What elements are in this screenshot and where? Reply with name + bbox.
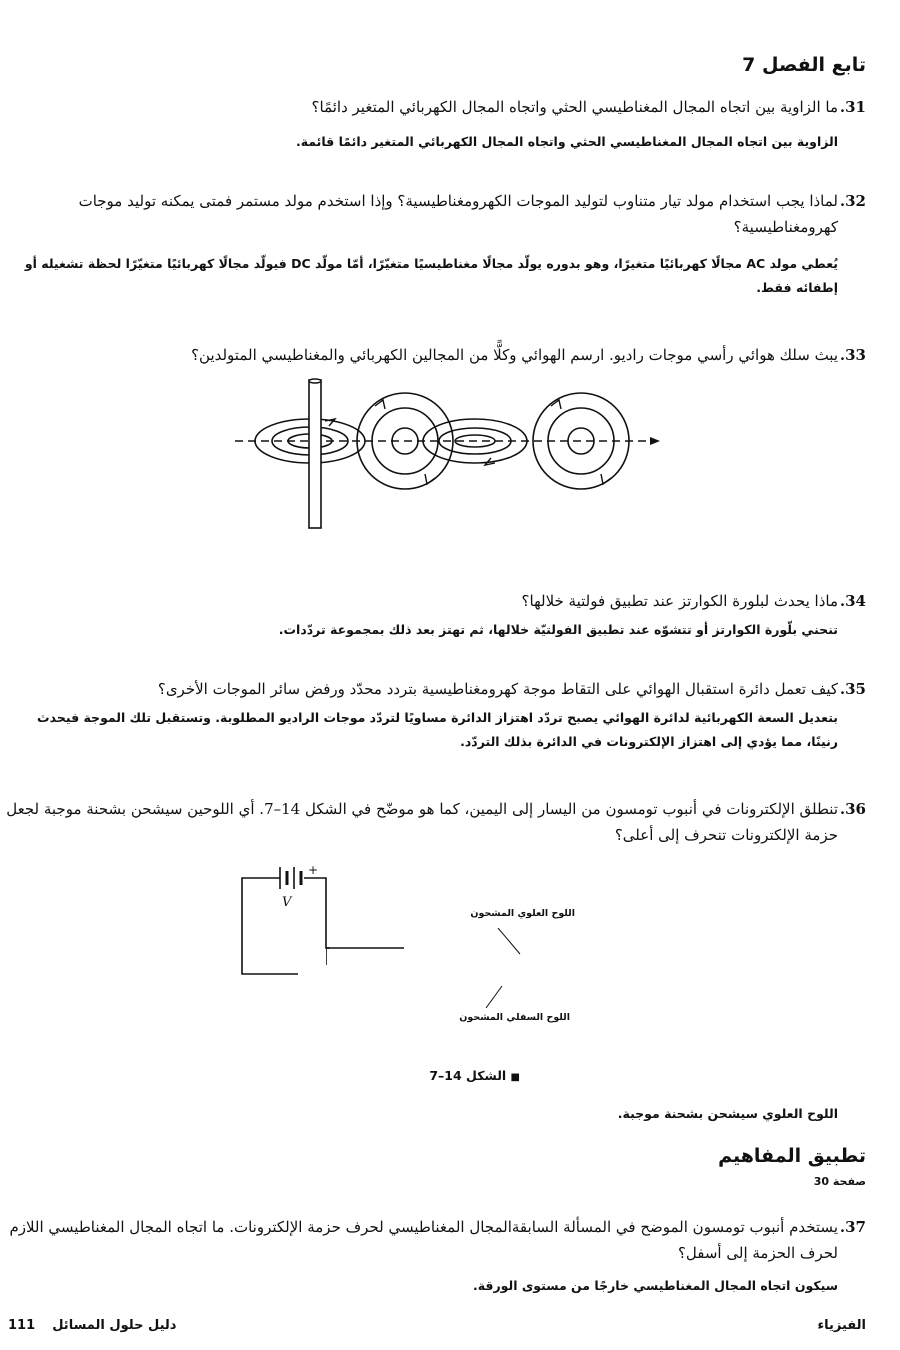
answer-text: يُعطي مولد AC مجالًا كهربائيًا متغيرًا، وهو بدوره يولّد مجالًا مغناطيسيًا متغيّرًا، أمّا مولّد DC فيولّد مجالًا كهربائيًا متغيّرًا لحظة تشغيله أو إطفائه فقط. <box>24 256 838 295</box>
answer-text: الزاوية بين اتجاه المجال المغناطيسي الحثي واتجاه المجال الكهربائي المتغير دائمًا قائمة. <box>295 134 838 149</box>
lower-plate-label: اللوح السفلي المشحون <box>459 1012 570 1023</box>
question-number: .37 <box>839 1218 866 1236</box>
question-text: تنطلق الإلكترونات في أنبوب تومسون من اليسار إلى اليمين، كما هو موضّح في الشكل 14–7. أي اللوحين سيشحن بشحنة موجبة لجعل حزمة الإلكترونات تنحرف إلى أعلى؟ <box>6 800 838 844</box>
question-text: ماذا يحدث لبلورة الكوارتز عند تطبيق فولتية خلالها؟ <box>521 592 838 610</box>
answer-text: تنحني بلّورة الكوارتز أو تتشوّه عند تطبيق الفولتيّة خلالها، ثم تهتز بعد ذلك بمجموعة تردّدات. <box>278 622 838 637</box>
question-text: لماذا يجب استخدام مولد تيار متناوب لتوليد الموجات الكهرومغناطيسية؟ وإذا استخدم مولد مستمر فمتى يمكنه توليد موجات كهرومغناطيسية؟ <box>78 192 838 236</box>
figure-caption <box>380 1068 520 1083</box>
antenna-rod <box>309 380 321 528</box>
caption-square-icon: ■ <box>510 1072 520 1083</box>
question-number: .32 <box>839 192 866 210</box>
question-text: كيف تعمل دائرة استقبال الهوائي على التقاط موجة كهرومغناطيسية بتردد محدّد ورفض سائر الموجات الأخرى؟ <box>157 680 838 698</box>
caption-text: الشكل 14–7 <box>429 1068 507 1083</box>
question-text: ما الزاوية بين اتجاه المجال المغناطيسي الحثي واتجاه المجال الكهربائي المتغير دائمًا؟ <box>311 98 838 116</box>
question-text: يبث سلك هوائي رأسي موجات راديو. ارسم الهوائي وكلًّا من المجالين الكهربائي والمغناطيسي المتولدين؟ <box>191 346 838 364</box>
footer-guide <box>8 1318 176 1333</box>
answer-36: اللوح العلوي سيشحن بشحنة موجبة. <box>617 1106 838 1121</box>
page-reference: صفحة 30 <box>813 1175 866 1188</box>
question-number: .33 <box>839 346 866 364</box>
question-number: .36 <box>839 800 866 818</box>
battery-label: V <box>282 895 292 910</box>
question-number: .31 <box>839 98 866 116</box>
plus-sign: + <box>308 863 319 877</box>
footer-guide-title: دليل حلول المسائل <box>52 1318 177 1333</box>
pointer-lines <box>480 928 540 1008</box>
answer-text: سيكون اتجاه المجال المغناطيسي خارجًا من مستوى الورقة. <box>472 1278 838 1293</box>
footer-page-number: 111 <box>8 1318 36 1333</box>
question-number: .35 <box>839 680 866 698</box>
question-number: .34 <box>839 592 866 610</box>
section-title: تطبيق المفاهيم <box>718 1145 866 1167</box>
footer-subject: الفيزياء <box>817 1318 866 1333</box>
antenna-field-figure <box>225 378 675 533</box>
chapter-header: تابع الفصل 7 <box>742 54 866 76</box>
answer-text: بتعديل السعة الكهربائية لدائرة الهوائي يصبح تردّد اهتزاز الدائرة مساويًا لتردّد موجات الراديو المطلوبة. وتستقبل تلك الموجة فيحدث رنينًا، مما يؤدي إلى اهتزاز الإلكترونات في الدائرة بذلك التردّد. <box>37 710 838 749</box>
plate-lines <box>326 945 446 1065</box>
question-text: يستخدم أنبوب تومسون الموضح في المسألة السابقةالمجال المغناطيسي لحرف حزمة الإلكترونات. ما اتجاه المجال المغناطيسي اللازم لحرف الحزمة إلى أسفل؟ <box>9 1218 838 1262</box>
upper-plate-label: اللوح العلوي المشحون <box>470 908 575 919</box>
